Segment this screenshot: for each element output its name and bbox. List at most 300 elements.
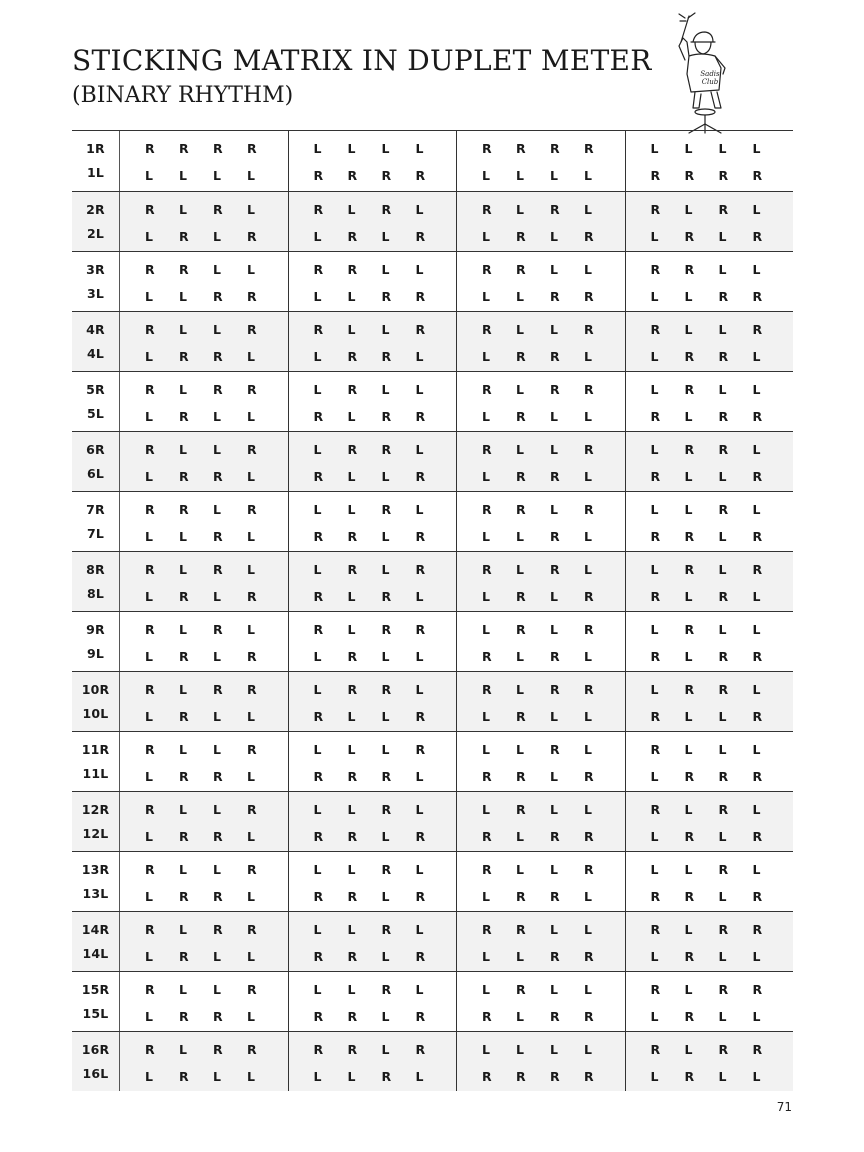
sticking-line-right-lead bbox=[145, 379, 288, 398]
sticking-line-left-lead bbox=[482, 406, 625, 425]
sticking-note: L bbox=[313, 501, 322, 517]
sticking-note: R bbox=[550, 741, 560, 757]
sticking-note: L bbox=[415, 348, 424, 364]
sticking-note: L bbox=[145, 408, 154, 424]
sticking-note: R bbox=[347, 261, 358, 277]
sticking-note: L bbox=[752, 348, 761, 364]
sticking-note: L bbox=[718, 1008, 727, 1024]
sticking-line-right-lead bbox=[145, 559, 288, 578]
sticking-line-right-lead bbox=[145, 199, 288, 218]
sticking-note: R bbox=[415, 408, 426, 424]
sticking-note: R bbox=[482, 1068, 492, 1084]
sticking-note: R bbox=[584, 441, 594, 457]
sticking-note: R bbox=[347, 528, 358, 544]
exercise-band bbox=[72, 491, 793, 551]
sticking-line-right-lead bbox=[314, 559, 457, 578]
sticking-note: R bbox=[247, 228, 257, 244]
sticking-group bbox=[289, 672, 458, 731]
sticking-note: L bbox=[684, 981, 693, 997]
sticking-note: R bbox=[718, 588, 729, 604]
sticking-note: L bbox=[213, 321, 222, 337]
sticking-note: R bbox=[381, 288, 392, 304]
sticking-note: R bbox=[482, 381, 492, 397]
sticking-note: R bbox=[584, 768, 594, 784]
sticking-note: R bbox=[415, 741, 426, 757]
sticking-note: R bbox=[213, 561, 223, 577]
sticking-note: L bbox=[584, 408, 593, 424]
sticking-group bbox=[120, 552, 289, 611]
sticking-note: L bbox=[179, 981, 188, 997]
sticking-note: L bbox=[213, 708, 222, 724]
sticking-group bbox=[626, 852, 794, 911]
sticking-group bbox=[289, 492, 458, 551]
sticking-note: R bbox=[550, 381, 560, 397]
sticking-note: R bbox=[718, 501, 729, 517]
sticking-note: L bbox=[718, 621, 727, 637]
sticking-line-right-lead bbox=[314, 439, 457, 458]
sticking-note: L bbox=[650, 288, 659, 304]
sticking-note: R bbox=[247, 981, 257, 997]
sticking-note: R bbox=[516, 768, 526, 784]
sticking-note: R bbox=[684, 168, 695, 183]
sticking-group bbox=[626, 732, 794, 791]
sticking-note: L bbox=[381, 261, 390, 277]
sticking-line-right-lead bbox=[314, 619, 457, 638]
exercise-label-column bbox=[72, 732, 120, 791]
sticking-note: R bbox=[213, 288, 223, 304]
sticking-note: L bbox=[550, 1041, 559, 1057]
sticking-note: L bbox=[482, 408, 491, 424]
sticking-note: R bbox=[718, 168, 729, 183]
sticking-note: R bbox=[482, 861, 492, 877]
sticking-line-left-lead bbox=[314, 706, 457, 725]
sticking-line-left-lead bbox=[314, 165, 457, 184]
sticking-line-right-lead bbox=[651, 379, 794, 398]
sticking-note: R bbox=[179, 468, 189, 484]
sticking-group bbox=[120, 192, 289, 251]
sticking-line-left-lead bbox=[314, 766, 457, 785]
exercise-label-column bbox=[72, 492, 120, 551]
sticking-note: L bbox=[584, 921, 593, 937]
sticking-note: L bbox=[247, 828, 256, 844]
sticking-group bbox=[120, 432, 289, 491]
sticking-group bbox=[457, 312, 626, 371]
sticking-note: R bbox=[482, 441, 492, 457]
sticking-note: L bbox=[752, 441, 761, 457]
sticking-note: L bbox=[516, 1008, 525, 1024]
sticking-group bbox=[457, 972, 626, 1031]
sticking-note: L bbox=[313, 801, 322, 817]
sticking-note: R bbox=[145, 501, 155, 517]
sticking-note: R bbox=[718, 981, 729, 997]
sticking-note: R bbox=[415, 228, 426, 244]
sticking-line-right-lead bbox=[482, 319, 625, 338]
sticking-note: R bbox=[347, 948, 358, 964]
sticking-note: R bbox=[381, 201, 392, 217]
exercise-label-column bbox=[72, 312, 120, 371]
sticking-note: L bbox=[550, 501, 559, 517]
sticking-note: L bbox=[684, 921, 693, 937]
sticking-note: R bbox=[145, 921, 155, 937]
exercise-band bbox=[72, 731, 793, 791]
sticking-note: L bbox=[650, 768, 659, 784]
sticking-note: L bbox=[179, 321, 188, 337]
sticking-note: R bbox=[718, 1041, 729, 1057]
sticking-note: R bbox=[516, 468, 526, 484]
exercise-label-right: 6R bbox=[86, 441, 105, 457]
sticking-note: R bbox=[415, 168, 426, 183]
sticking-note: R bbox=[718, 441, 729, 457]
sticking-note: R bbox=[684, 528, 695, 544]
sticking-note: L bbox=[347, 201, 356, 217]
sticking-note: R bbox=[718, 861, 729, 877]
sticking-note: R bbox=[247, 681, 257, 697]
sticking-group bbox=[457, 672, 626, 731]
sticking-note: R bbox=[213, 348, 223, 364]
sticking-note: R bbox=[145, 441, 155, 457]
sticking-group bbox=[457, 1032, 626, 1091]
sticking-note: R bbox=[752, 288, 763, 304]
sticking-group bbox=[457, 732, 626, 791]
sticking-line-left-lead bbox=[482, 766, 625, 785]
sticking-note: R bbox=[752, 528, 763, 544]
exercise-label-column bbox=[72, 372, 120, 431]
sticking-note: L bbox=[381, 141, 390, 156]
sticking-note: L bbox=[650, 1008, 659, 1024]
sticking-note: L bbox=[650, 501, 659, 517]
sticking-note: R bbox=[684, 948, 695, 964]
sticking-note: L bbox=[415, 381, 424, 397]
sticking-line-right-lead bbox=[314, 979, 457, 998]
page-title: STICKING MATRIX IN DUPLET METER bbox=[72, 44, 652, 77]
sticking-note: L bbox=[247, 561, 256, 577]
sticking-note: L bbox=[381, 561, 390, 577]
sticking-note: R bbox=[684, 1008, 695, 1024]
sticking-line-right-lead bbox=[314, 859, 457, 878]
sticking-note: L bbox=[415, 501, 424, 517]
sticking-note: L bbox=[516, 441, 525, 457]
exercise-band bbox=[72, 791, 793, 851]
sticking-line-left-lead bbox=[145, 346, 288, 365]
exercise-label-right: 3R bbox=[86, 261, 105, 277]
sticking-note: R bbox=[650, 168, 661, 183]
sticking-line-left-lead bbox=[651, 646, 794, 665]
sticking-note: L bbox=[752, 681, 761, 697]
sticking-note: L bbox=[650, 861, 659, 877]
sticking-note: R bbox=[313, 201, 324, 217]
sticking-note: L bbox=[415, 981, 424, 997]
sticking-note: R bbox=[650, 528, 661, 544]
sticking-group bbox=[626, 192, 794, 251]
sticking-note: R bbox=[381, 588, 392, 604]
sticking-note: R bbox=[650, 588, 661, 604]
sticking-note: R bbox=[752, 828, 763, 844]
sticking-group bbox=[289, 612, 458, 671]
sticking-note: R bbox=[650, 981, 661, 997]
sticking-note: R bbox=[347, 228, 358, 244]
sticking-note: L bbox=[752, 948, 761, 964]
sticking-note: R bbox=[213, 681, 223, 697]
exercise-band bbox=[72, 131, 793, 191]
sticking-note: R bbox=[313, 1008, 324, 1024]
sticking-note: R bbox=[752, 1041, 763, 1057]
sticking-line-right-lead bbox=[651, 259, 794, 278]
sticking-note: R bbox=[684, 888, 695, 904]
sticking-note: R bbox=[482, 1008, 492, 1024]
sticking-note: L bbox=[718, 528, 727, 544]
sticking-note: L bbox=[482, 528, 491, 544]
sticking-line-left-lead bbox=[145, 886, 288, 905]
sticking-note: L bbox=[313, 441, 322, 457]
sticking-note: R bbox=[347, 648, 358, 664]
sticking-note: R bbox=[213, 621, 223, 637]
sticking-note: L bbox=[516, 168, 525, 183]
sticking-note: R bbox=[213, 141, 223, 156]
sticking-note: L bbox=[752, 381, 761, 397]
sticking-line-right-lead bbox=[651, 199, 794, 218]
sticking-line-right-lead bbox=[145, 138, 288, 157]
sticking-note: L bbox=[752, 141, 761, 156]
sticking-note: L bbox=[313, 561, 322, 577]
sticking-line-left-lead bbox=[145, 226, 288, 245]
sticking-line-left-lead bbox=[482, 646, 625, 665]
sticking-group bbox=[626, 792, 794, 851]
sticking-note: R bbox=[213, 888, 223, 904]
sticking-note: R bbox=[684, 381, 695, 397]
sticking-line-right-lead bbox=[651, 499, 794, 518]
sticking-line-left-lead bbox=[145, 466, 288, 485]
sticking-line-left-lead bbox=[145, 1006, 288, 1025]
sticking-note: R bbox=[584, 228, 594, 244]
sticking-note: L bbox=[482, 468, 491, 484]
sticking-note: L bbox=[213, 741, 222, 757]
sticking-note: L bbox=[684, 708, 693, 724]
sticking-note: L bbox=[381, 648, 390, 664]
sticking-note: L bbox=[145, 768, 154, 784]
sticking-note: L bbox=[516, 741, 525, 757]
sticking-note: L bbox=[247, 261, 256, 277]
sticking-note: L bbox=[347, 981, 356, 997]
sticking-note: R bbox=[718, 768, 729, 784]
sticking-group bbox=[626, 252, 794, 311]
sticking-note: R bbox=[313, 468, 324, 484]
sticking-note: L bbox=[145, 828, 154, 844]
sticking-note: L bbox=[145, 528, 154, 544]
sticking-note: L bbox=[684, 201, 693, 217]
sticking-note: L bbox=[347, 288, 356, 304]
sticking-line-left-lead bbox=[651, 346, 794, 365]
sticking-group bbox=[120, 312, 289, 371]
sticking-note: L bbox=[718, 261, 727, 277]
sticking-note: R bbox=[550, 468, 560, 484]
sticking-note: R bbox=[482, 321, 492, 337]
sticking-note: L bbox=[179, 441, 188, 457]
sticking-note: R bbox=[482, 921, 492, 937]
exercise-band bbox=[72, 971, 793, 1031]
sticking-note: R bbox=[247, 921, 257, 937]
sticking-note: R bbox=[550, 948, 560, 964]
exercise-label-left: 16L bbox=[82, 1065, 109, 1081]
sticking-note: R bbox=[650, 261, 661, 277]
sticking-note: L bbox=[381, 888, 390, 904]
sticking-line-right-lead bbox=[314, 499, 457, 518]
sticking-note: L bbox=[313, 228, 322, 244]
sticking-note: L bbox=[550, 861, 559, 877]
sticking-note: R bbox=[584, 588, 594, 604]
exercise-label-left: 8L bbox=[86, 585, 105, 601]
sticking-note: R bbox=[415, 888, 426, 904]
sticking-group bbox=[120, 732, 289, 791]
sticking-note: L bbox=[247, 348, 256, 364]
sticking-line-right-lead bbox=[314, 1039, 457, 1058]
sticking-line-left-lead bbox=[145, 946, 288, 965]
sticking-line-right-lead bbox=[651, 979, 794, 998]
sticking-note: L bbox=[550, 588, 559, 604]
sticking-line-right-lead bbox=[314, 919, 457, 938]
sticking-note: R bbox=[213, 828, 223, 844]
sticking-line-right-lead bbox=[145, 619, 288, 638]
sticking-group bbox=[457, 372, 626, 431]
sticking-line-right-lead bbox=[651, 619, 794, 638]
sticking-line-left-lead bbox=[314, 886, 457, 905]
sticking-note: L bbox=[247, 1068, 256, 1084]
sticking-note: L bbox=[718, 321, 727, 337]
sticking-line-left-lead bbox=[651, 766, 794, 785]
sticking-note: L bbox=[179, 168, 188, 183]
sticking-note: R bbox=[482, 201, 492, 217]
sticking-note: L bbox=[415, 588, 424, 604]
sticking-note: L bbox=[718, 948, 727, 964]
sticking-line-right-lead bbox=[314, 799, 457, 818]
sticking-note: R bbox=[718, 681, 729, 697]
sticking-note: L bbox=[584, 981, 593, 997]
sticking-note: L bbox=[145, 228, 154, 244]
sticking-group bbox=[120, 672, 289, 731]
sticking-note: R bbox=[381, 681, 392, 697]
sticking-note: L bbox=[213, 408, 222, 424]
sticking-group bbox=[457, 912, 626, 971]
sticking-note: R bbox=[247, 588, 257, 604]
sticking-note: L bbox=[247, 768, 256, 784]
sticking-note: L bbox=[482, 801, 491, 817]
sticking-note: R bbox=[179, 501, 189, 517]
sticking-line-left-lead bbox=[314, 646, 457, 665]
sticking-group bbox=[120, 1032, 289, 1091]
sticking-note: R bbox=[247, 861, 257, 877]
sticking-note: L bbox=[145, 288, 154, 304]
sticking-note: L bbox=[179, 561, 188, 577]
sticking-note: R bbox=[584, 861, 594, 877]
sticking-note: L bbox=[516, 321, 525, 337]
sticking-note: L bbox=[347, 408, 356, 424]
sticking-note: R bbox=[684, 561, 695, 577]
sticking-note: L bbox=[179, 201, 188, 217]
sticking-note: R bbox=[482, 561, 492, 577]
sticking-line-right-lead bbox=[482, 799, 625, 818]
sticking-line-right-lead bbox=[145, 739, 288, 758]
sticking-group bbox=[289, 372, 458, 431]
svg-text:Sadis: Sadis bbox=[700, 70, 720, 78]
sticking-note: L bbox=[213, 441, 222, 457]
exercise-band bbox=[72, 251, 793, 311]
sticking-note: R bbox=[179, 261, 189, 277]
exercise-label-column bbox=[72, 672, 120, 731]
sticking-note: L bbox=[550, 708, 559, 724]
sticking-note: L bbox=[145, 948, 154, 964]
sticking-note: L bbox=[584, 348, 593, 364]
sticking-note: L bbox=[684, 861, 693, 877]
sticking-note: L bbox=[347, 468, 356, 484]
sticking-note: L bbox=[718, 708, 727, 724]
sticking-note: L bbox=[752, 501, 761, 517]
sticking-group bbox=[626, 131, 794, 191]
sticking-note: L bbox=[213, 588, 222, 604]
sticking-line-left-lead bbox=[651, 165, 794, 184]
sticking-line-right-lead bbox=[145, 259, 288, 278]
sticking-note: R bbox=[482, 141, 492, 156]
sticking-line-right-lead bbox=[145, 1039, 288, 1058]
sticking-group bbox=[120, 852, 289, 911]
sticking-note: R bbox=[179, 708, 189, 724]
sticking-note: R bbox=[381, 921, 392, 937]
sticking-line-left-lead bbox=[482, 165, 625, 184]
sticking-note: L bbox=[516, 948, 525, 964]
sticking-line-right-lead bbox=[482, 138, 625, 157]
sticking-note: R bbox=[179, 1068, 189, 1084]
sticking-note: R bbox=[516, 348, 526, 364]
exercise-label-column bbox=[72, 612, 120, 671]
sticking-note: R bbox=[752, 228, 763, 244]
sticking-note: L bbox=[584, 708, 593, 724]
sticking-note: R bbox=[550, 1008, 560, 1024]
sticking-note: L bbox=[482, 981, 491, 997]
sticking-note: R bbox=[516, 921, 526, 937]
exercise-label-right: 13R bbox=[81, 861, 110, 877]
sticking-group bbox=[289, 732, 458, 791]
sticking-line-left-lead bbox=[314, 226, 457, 245]
sticking-note: L bbox=[313, 381, 322, 397]
sticking-note: R bbox=[752, 648, 763, 664]
sticking-note: L bbox=[247, 468, 256, 484]
sticking-note: L bbox=[145, 1008, 154, 1024]
sticking-group bbox=[626, 372, 794, 431]
sticking-note: L bbox=[718, 381, 727, 397]
sticking-group bbox=[626, 972, 794, 1031]
sticking-line-left-lead bbox=[651, 586, 794, 605]
sticking-note: L bbox=[752, 861, 761, 877]
sticking-group bbox=[626, 492, 794, 551]
sticking-line-right-lead bbox=[314, 199, 457, 218]
sticking-line-right-lead bbox=[145, 679, 288, 698]
sticking-note: L bbox=[516, 648, 525, 664]
sticking-line-left-lead bbox=[145, 406, 288, 425]
sticking-note: R bbox=[247, 381, 257, 397]
exercise-label-column bbox=[72, 432, 120, 491]
sticking-note: L bbox=[313, 348, 322, 364]
sticking-note: R bbox=[415, 528, 426, 544]
sticking-note: L bbox=[516, 861, 525, 877]
sticking-note: R bbox=[752, 921, 763, 937]
exercise-label-left: 15L bbox=[82, 1005, 109, 1021]
sticking-note: L bbox=[684, 648, 693, 664]
sticking-note: L bbox=[550, 168, 559, 183]
sticking-line-left-lead bbox=[651, 406, 794, 425]
sticking-note: L bbox=[415, 201, 424, 217]
sticking-note: R bbox=[145, 621, 155, 637]
sticking-note: L bbox=[313, 741, 322, 757]
sticking-note: L bbox=[381, 1041, 390, 1057]
sticking-note: R bbox=[145, 981, 155, 997]
